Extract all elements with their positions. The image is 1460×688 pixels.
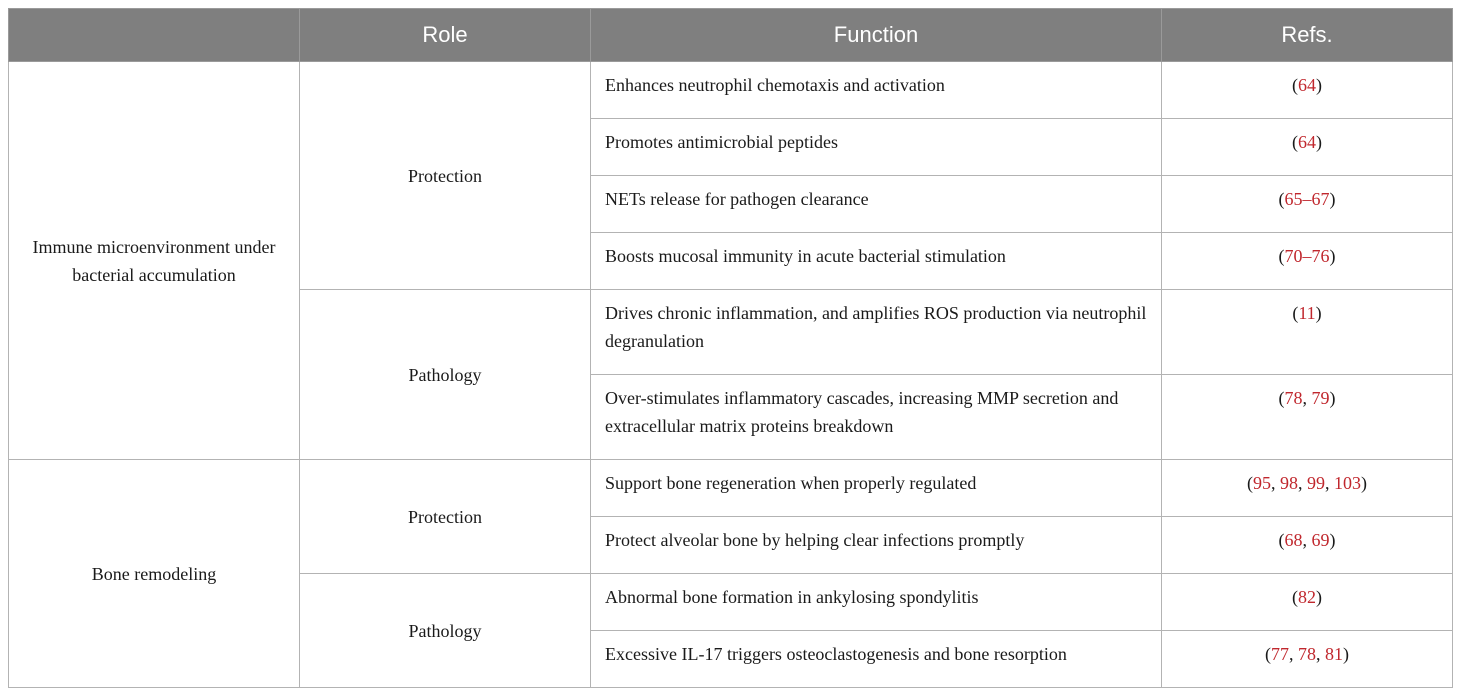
function-cell: Over-stimulates inflammatory cascades, increasing MMP secretion and extracellular matrix proteins breakdown <box>591 375 1162 460</box>
ref-separator: , <box>1302 530 1312 550</box>
ref-close-paren: ) <box>1329 189 1336 209</box>
function-cell: Promotes antimicrobial peptides <box>591 119 1162 176</box>
function-cell: Excessive IL-17 triggers osteoclastogenesis and bone resorption <box>591 631 1162 688</box>
ref-open-paren: ( <box>1292 303 1299 323</box>
refs-cell <box>1162 460 1453 517</box>
table-body <box>9 62 1453 688</box>
refs-cell <box>1162 631 1453 688</box>
reference-link[interactable]: 81 <box>1325 644 1343 664</box>
ref-separator: , <box>1325 473 1334 493</box>
ref-close-paren: ) <box>1315 303 1322 323</box>
reference-link[interactable]: 78 <box>1284 388 1303 408</box>
reference-link[interactable]: 64 <box>1298 132 1316 152</box>
function-cell: Drives chronic inflammation, and amplifies ROS production via neutrophil degranulation <box>591 290 1162 375</box>
function-cell: Protect alveolar bone by helping clear infections promptly <box>591 517 1162 574</box>
ref-close-paren: ) <box>1316 132 1322 152</box>
header-category <box>9 9 300 62</box>
reference-link[interactable]: 98 <box>1280 473 1298 493</box>
reference-link[interactable]: 78 <box>1298 644 1316 664</box>
group-cell-immune: Immune microenvironment under bacterial accumulation <box>9 62 300 460</box>
reference-link[interactable]: 11 <box>1298 303 1316 323</box>
ref-open-paren: ( <box>1278 189 1285 209</box>
ref-open-paren: ( <box>1278 246 1285 266</box>
ref-close-paren: ) <box>1361 473 1367 493</box>
ref-close-paren: ) <box>1343 644 1349 664</box>
ref-separator: , <box>1316 644 1325 664</box>
function-cell: Boosts mucosal immunity in acute bacterial stimulation <box>591 233 1162 290</box>
ref-close-paren: ) <box>1329 246 1336 266</box>
ref-open-paren: ( <box>1265 644 1271 664</box>
ref-close-paren: ) <box>1316 75 1322 95</box>
reference-link[interactable]: 65–67 <box>1284 189 1330 209</box>
refs-cell <box>1162 574 1453 631</box>
header-row <box>9 9 1453 62</box>
table-row <box>9 62 1453 119</box>
ref-open-paren: ( <box>1292 132 1298 152</box>
il17-role-table <box>8 8 1453 688</box>
header-refs: Refs. <box>1162 9 1453 62</box>
header-function: Function <box>591 9 1162 62</box>
refs-cell <box>1162 290 1453 375</box>
role-cell-pathology: Pathology <box>300 574 591 688</box>
reference-link[interactable]: 95 <box>1253 473 1271 493</box>
ref-open-paren: ( <box>1292 75 1298 95</box>
group-cell-bone: Bone remodeling <box>9 460 300 688</box>
ref-open-paren: ( <box>1278 388 1285 408</box>
ref-open-paren: ( <box>1292 587 1298 607</box>
ref-open-paren: ( <box>1278 530 1285 550</box>
reference-link[interactable]: 82 <box>1298 587 1316 607</box>
ref-close-paren: ) <box>1329 388 1336 408</box>
refs-cell <box>1162 62 1453 119</box>
ref-close-paren: ) <box>1329 530 1336 550</box>
refs-cell <box>1162 375 1453 460</box>
function-cell: Abnormal bone formation in ankylosing spondylitis <box>591 574 1162 631</box>
reference-link[interactable]: 99 <box>1307 473 1325 493</box>
ref-separator: , <box>1289 644 1298 664</box>
role-cell-pathology: Pathology <box>300 290 591 460</box>
refs-cell <box>1162 517 1453 574</box>
reference-link[interactable]: 68 <box>1284 530 1303 550</box>
header-role: Role <box>300 9 591 62</box>
role-cell-protection: Protection <box>300 460 591 574</box>
reference-link[interactable]: 70–76 <box>1284 246 1330 266</box>
table-container <box>8 8 1452 688</box>
function-cell: NETs release for pathogen clearance <box>591 176 1162 233</box>
reference-link[interactable]: 64 <box>1298 75 1316 95</box>
function-cell: Enhances neutrophil chemotaxis and activation <box>591 62 1162 119</box>
table-row <box>9 460 1453 517</box>
refs-cell <box>1162 233 1453 290</box>
refs-cell <box>1162 119 1453 176</box>
reference-link[interactable]: 79 <box>1311 388 1330 408</box>
refs-cell <box>1162 176 1453 233</box>
role-cell-protection: Protection <box>300 62 591 290</box>
reference-link[interactable]: 103 <box>1334 473 1361 493</box>
ref-separator: , <box>1271 473 1280 493</box>
reference-link[interactable]: 69 <box>1311 530 1330 550</box>
ref-close-paren: ) <box>1316 587 1322 607</box>
reference-link[interactable]: 77 <box>1271 644 1289 664</box>
ref-separator: , <box>1298 473 1307 493</box>
ref-separator: , <box>1302 388 1312 408</box>
function-cell: Support bone regeneration when properly regulated <box>591 460 1162 517</box>
ref-open-paren: ( <box>1247 473 1253 493</box>
